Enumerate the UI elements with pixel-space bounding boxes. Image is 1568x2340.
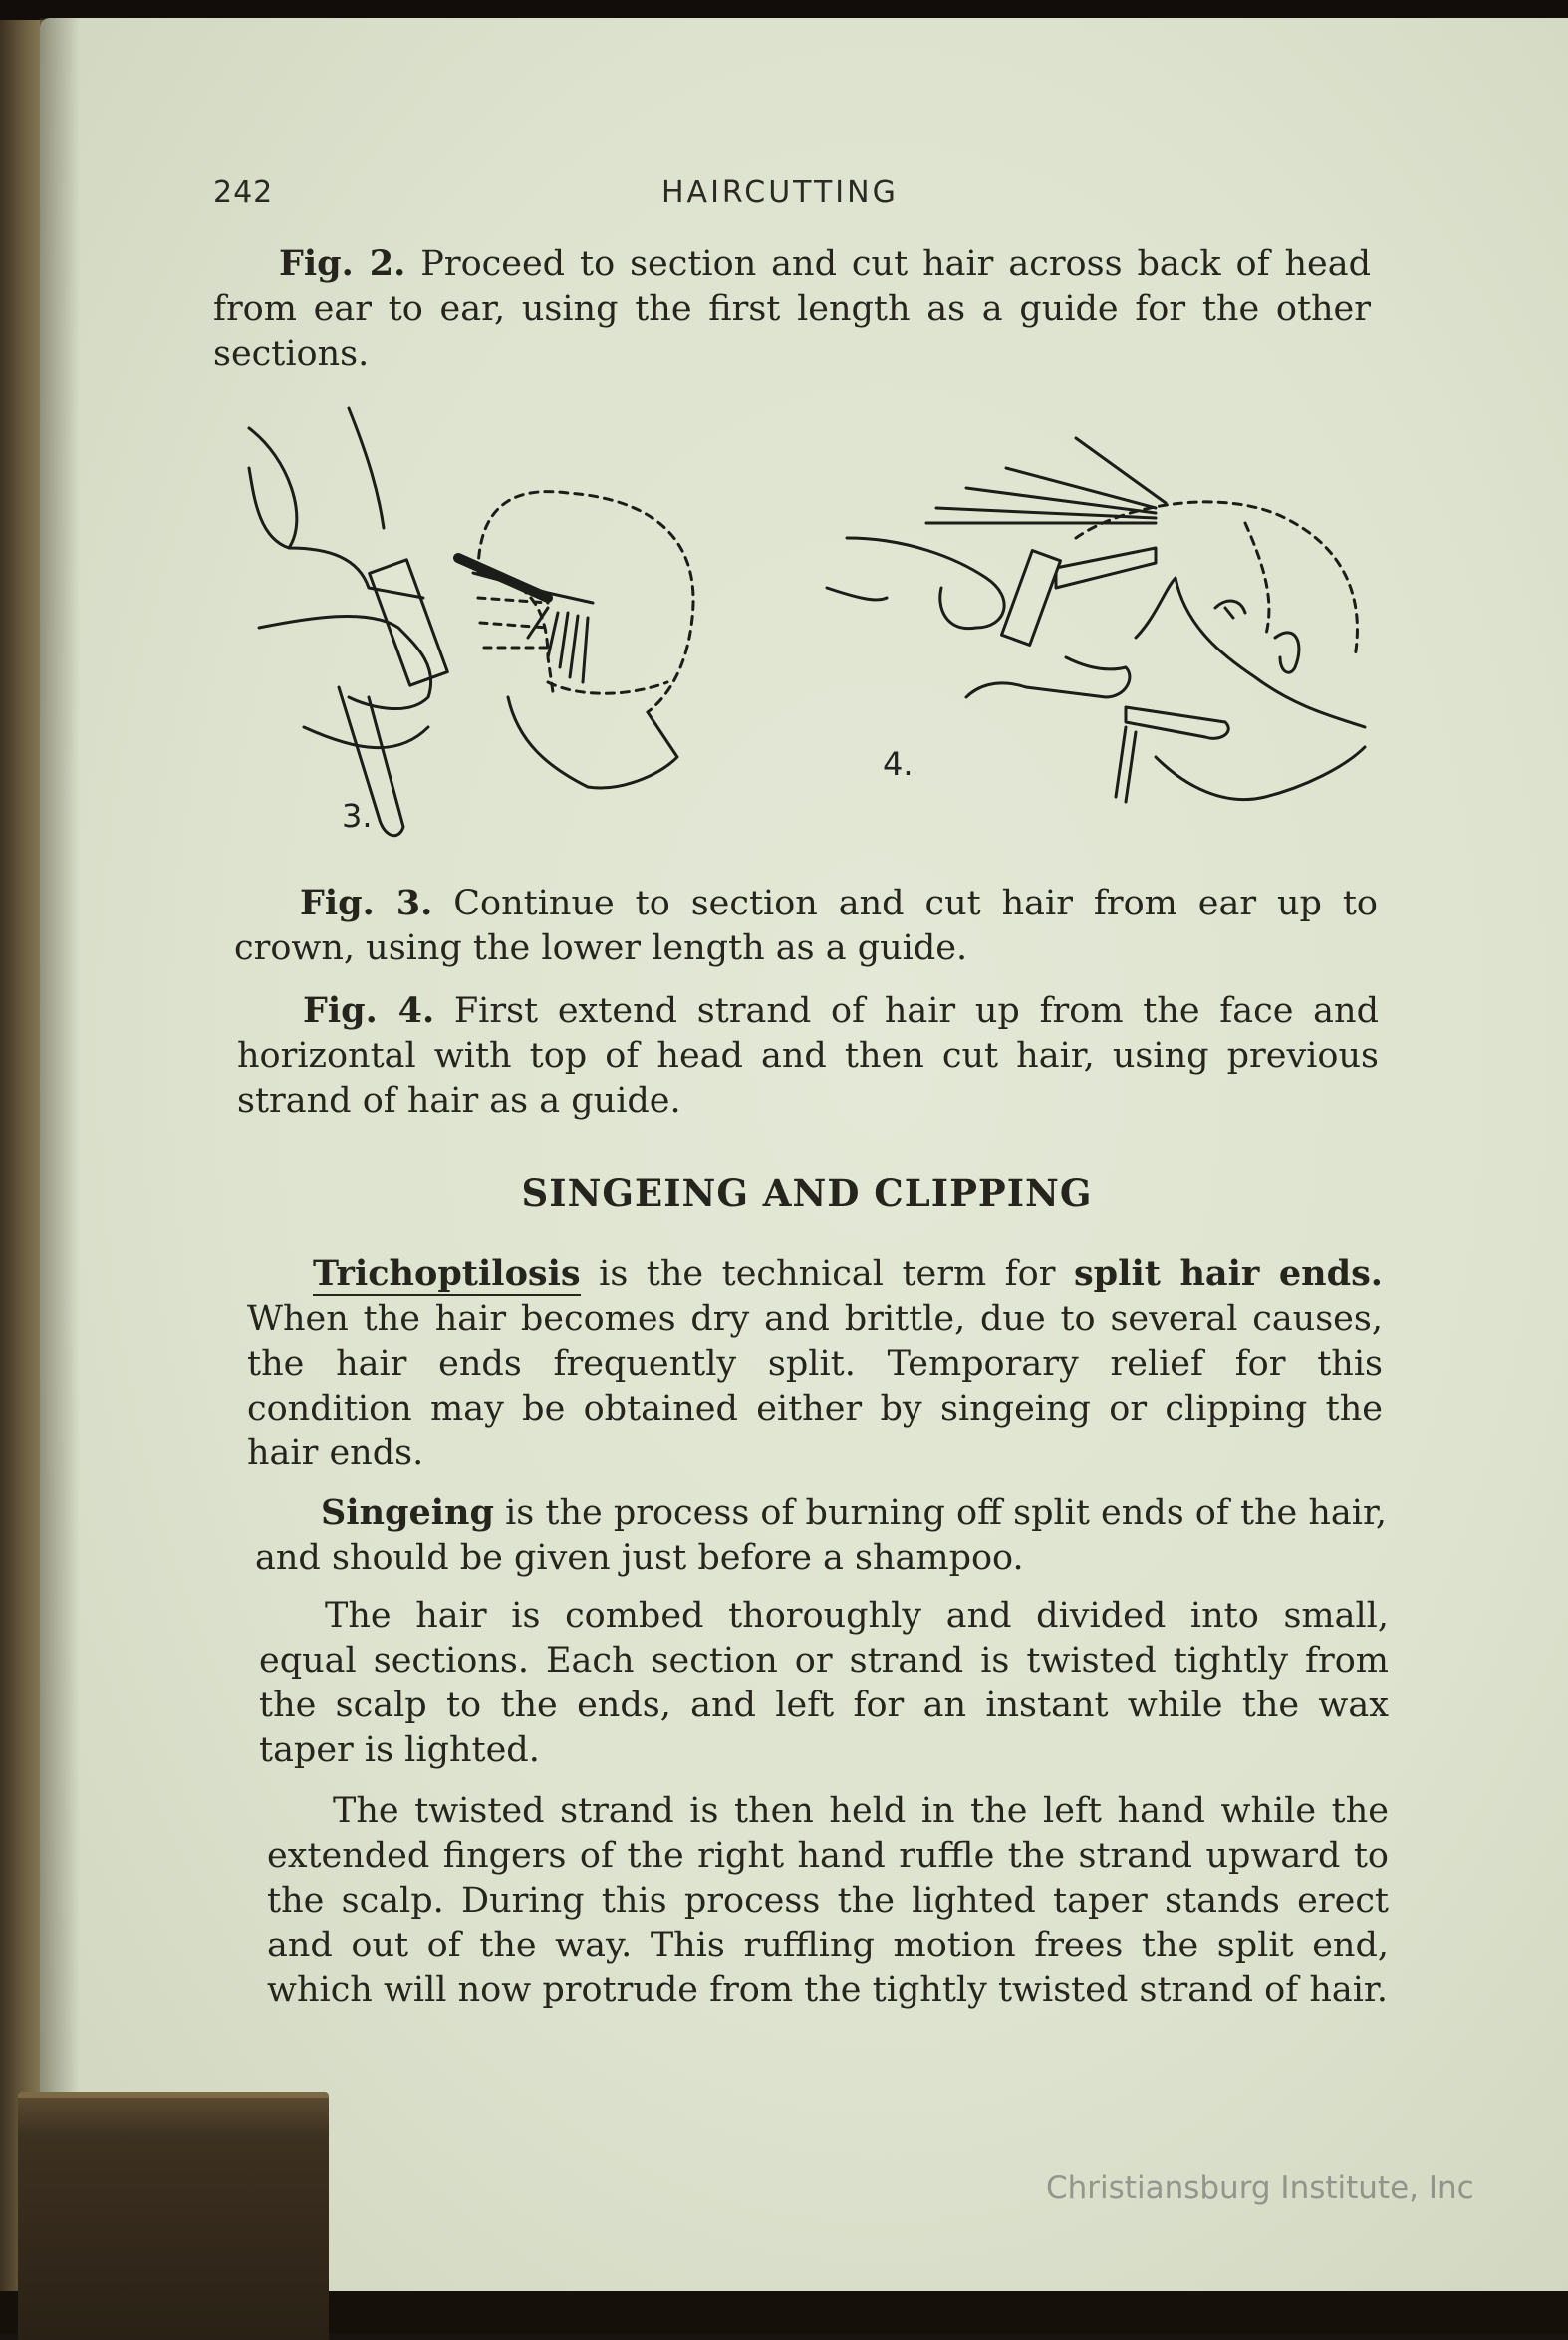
fig2-label: Fig. 2. (279, 243, 406, 284)
wooden-book-holder (18, 2092, 329, 2340)
gutter-shadow (40, 18, 80, 2309)
p2-text: is the process of burning off split ends of the hair, and should be given just before a shampoo. (255, 1493, 1388, 1578)
figure-3-number: 3. (342, 797, 373, 835)
trichoptilosis-paragraph (247, 1251, 1383, 1476)
page-number: 242 (213, 175, 274, 210)
fig3-paragraph (234, 881, 1378, 971)
trichoptilosis-term: Trichoptilosis (313, 1253, 581, 1294)
haircut-back-of-head-illustration (249, 398, 707, 857)
singeing-paragraph (255, 1490, 1387, 1581)
fig2-paragraph (213, 241, 1371, 377)
fig2-text: Proceed to section and cut hair across back of head from ear to ear, using the first length as a guide for the other sections. (213, 244, 1371, 374)
combing-paragraph (259, 1594, 1389, 1773)
fig4-text: First extend strand of hair up from the face and horizontal with top of head and then cut hair, using previous strand of hair as a guide. (237, 991, 1379, 1121)
p1-text-b: When the hair becomes dry and brittle, due to several causes, the hair ends frequently split. Temporary relief for this condition may be obtained either by singeing or clipping the hair ends. (247, 1299, 1383, 1473)
fig4-paragraph (237, 988, 1379, 1124)
section-heading: SINGEING AND CLIPPING (521, 1171, 1093, 1215)
figure-4-number: 4. (883, 745, 914, 783)
fig3-label: Fig. 3. (300, 883, 433, 923)
p3-text: The hair is combed thoroughly and divided into small, equal sections. Each section or strand is twisted tightly from the scalp to the ends, and left for an instant while the wax taper is lighted. (259, 1596, 1389, 1770)
split-hair-ends-term: split hair ends. (1073, 1253, 1383, 1294)
p4-text: The twisted strand is then held in the left hand while the extended fingers of the right hand ruffle the strand upward to the scalp. During this process the lighted taper stands erect and out of the way. This ruffling motion frees the split end, which will now protrude from the tightly twisted strand of hair. (267, 1791, 1389, 2010)
fig4-label: Fig. 4. (303, 990, 435, 1031)
ruffling-paragraph (267, 1789, 1389, 2013)
p1-text-a: is the technical term for (580, 1254, 1074, 1294)
singeing-term: Singeing (321, 1492, 494, 1533)
running-title: HAIRCUTTING (661, 175, 899, 210)
fig3-text: Continue to section and cut hair from ear up to crown, using the lower length as a guide. (234, 884, 1378, 968)
watermark: Christiansburg Institute, Inc (1046, 2170, 1474, 2206)
